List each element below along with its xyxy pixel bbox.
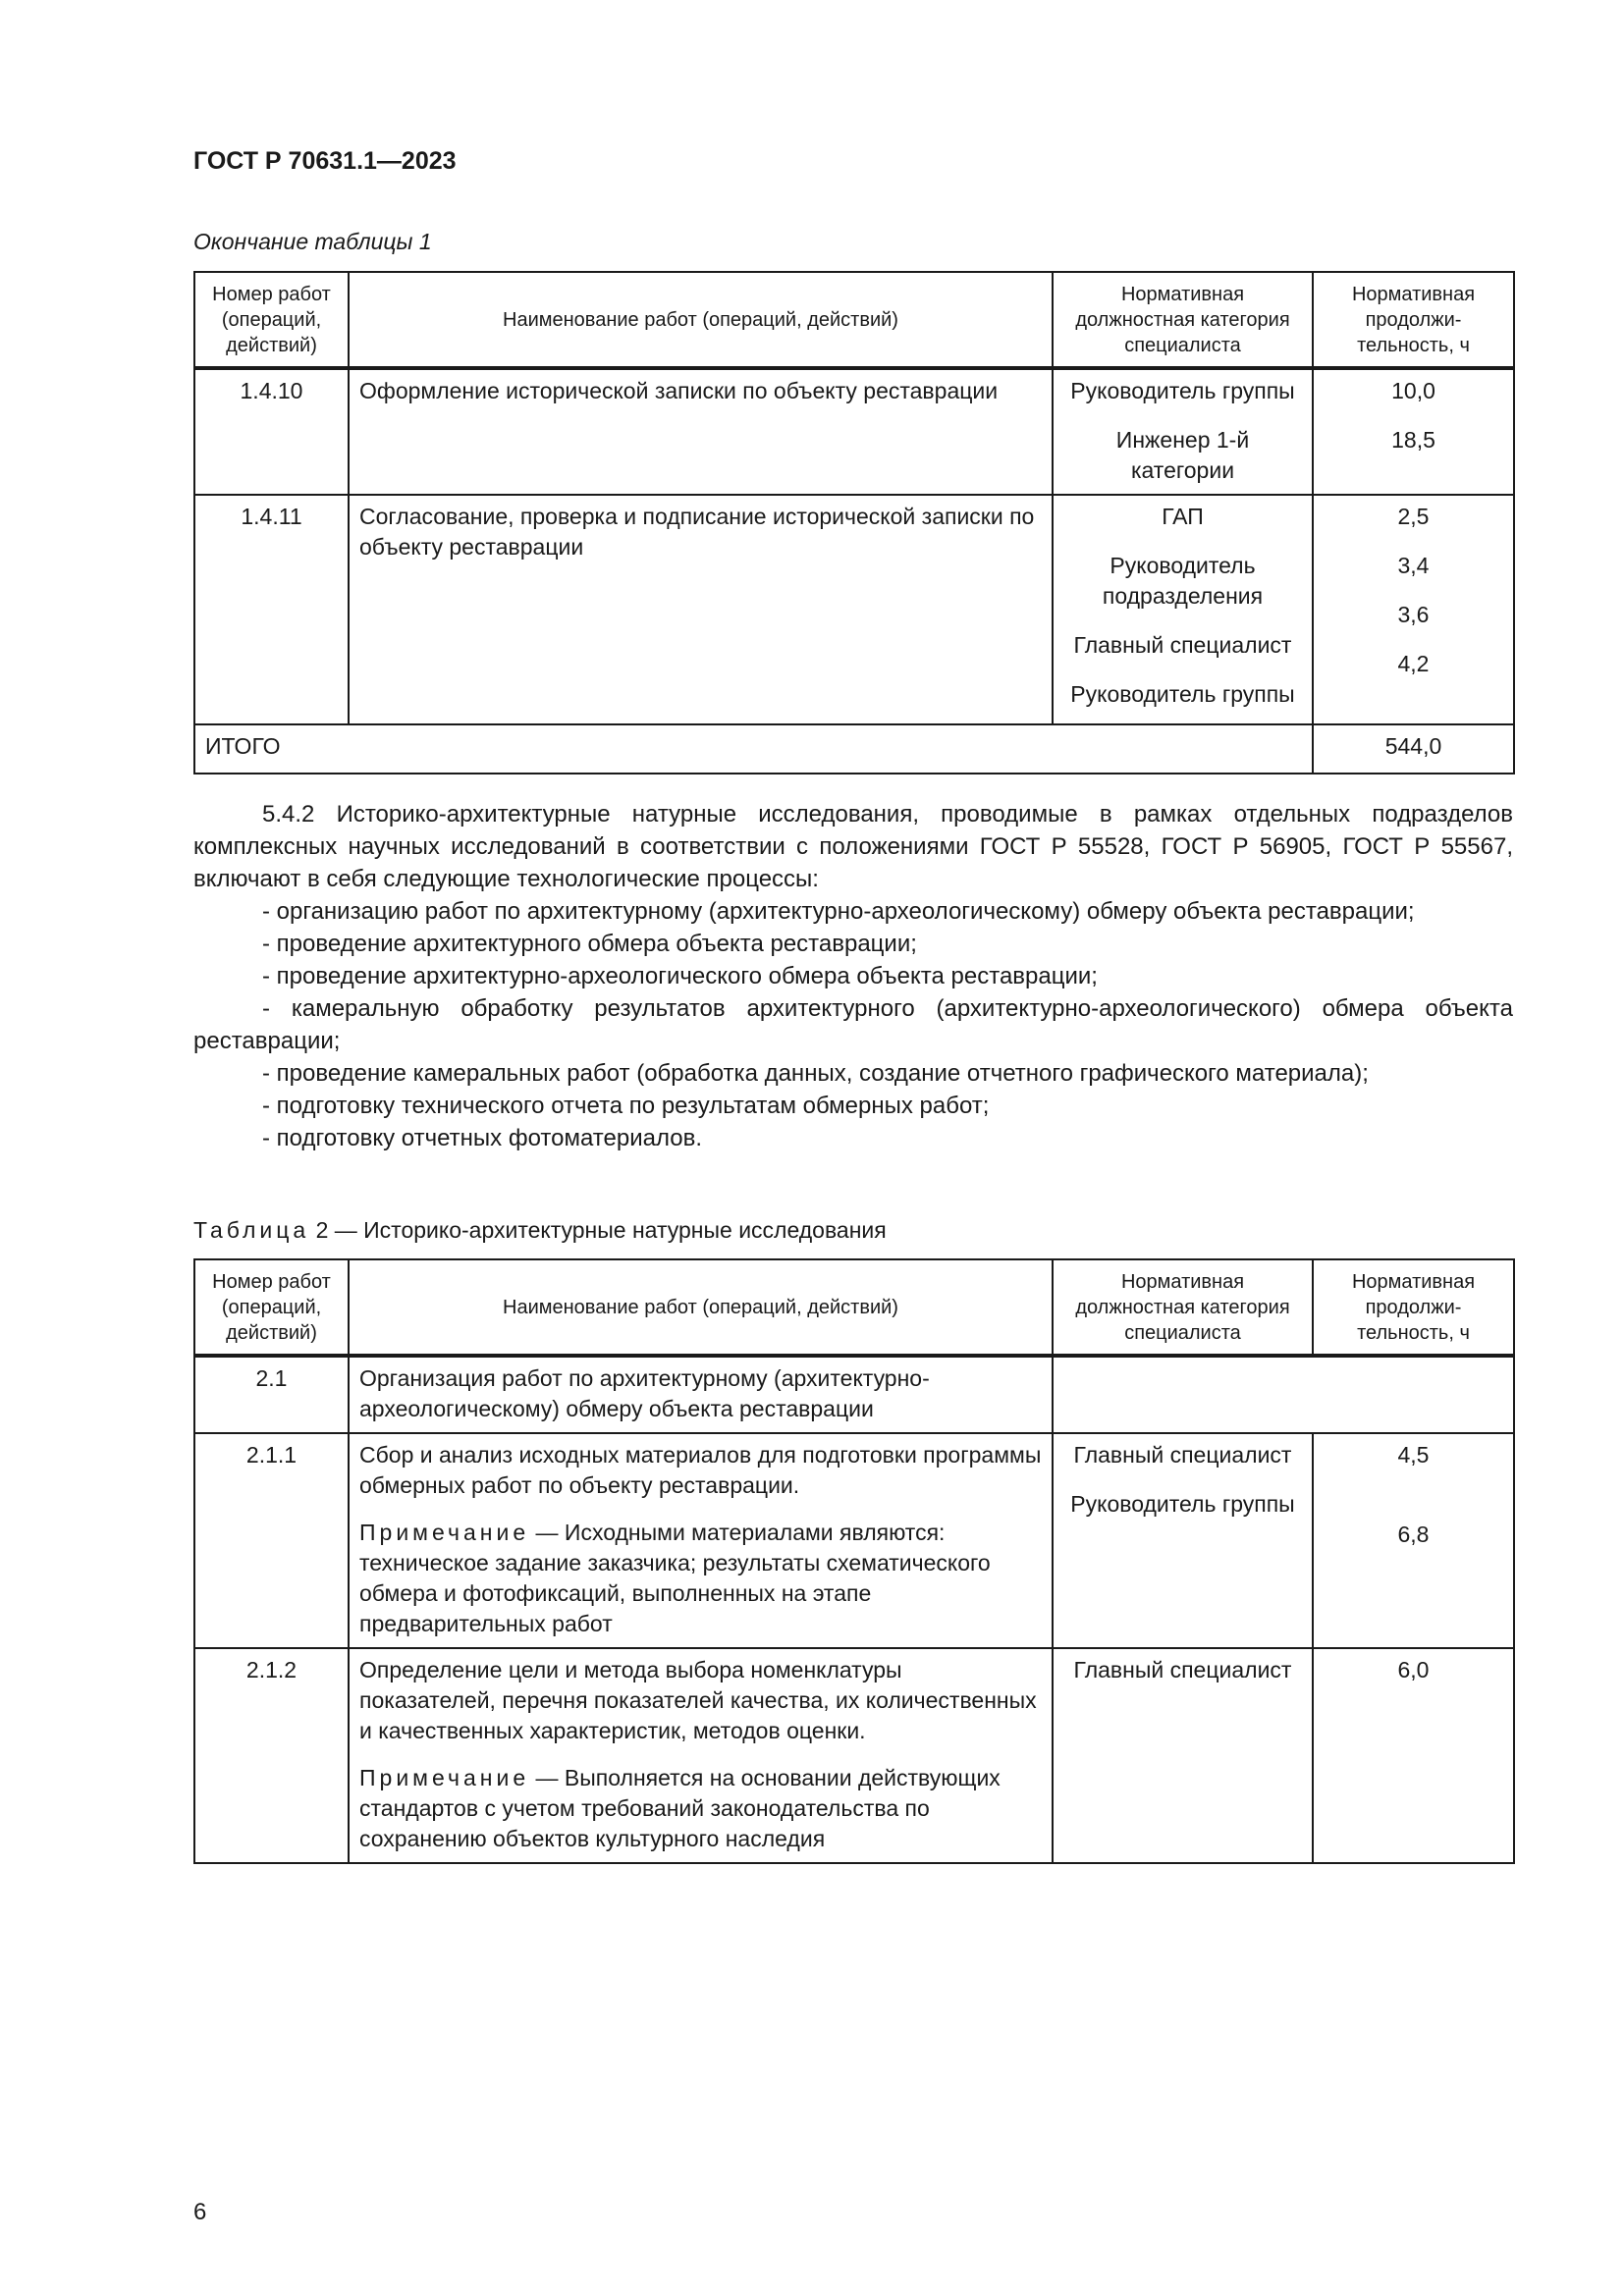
row-note — [359, 1518, 1042, 1639]
duration-entry: 3,4 — [1397, 553, 1430, 578]
category-entry: Инженер 1-й категории — [1115, 427, 1250, 483]
table1-caption: Окончание таблицы 1 — [193, 229, 432, 254]
list-item: - подготовку технического отчета по результатам обмерных работ; — [262, 1093, 990, 1119]
category-entry: ГАП — [1162, 504, 1204, 529]
category-entry: Руководитель группы — [1070, 1491, 1295, 1517]
row-number: 2.1.2 — [194, 1648, 349, 1863]
table1-header-row — [194, 272, 1514, 368]
row-work-name: Согласование, проверка и подписание исторической записки по объекту реставрации — [349, 495, 1053, 724]
category-entry: Главный специалист — [1073, 1657, 1292, 1682]
duration-entry: 4,5 — [1397, 1442, 1430, 1468]
row-duration-cell — [1313, 1433, 1514, 1648]
note-text: — Исходными материалами являются: техническое задание заказчика; результаты схематического обмера и фотофиксаций, выполненных на этапе предварительных работ — [359, 1520, 991, 1636]
row-empty-cell — [1053, 1356, 1514, 1433]
duration-entry: 6,0 — [1397, 1657, 1430, 1682]
duration-entry: 6,8 — [1397, 1522, 1430, 1547]
col-header-num: Номер работ (операций, действий) — [194, 1259, 349, 1356]
category-entry: Главный специалист — [1073, 1442, 1292, 1468]
row-category-cell — [1053, 495, 1313, 724]
col-header-category: Нормативная должностная категория специалиста — [1053, 272, 1313, 368]
row-category-cell — [1053, 1648, 1313, 1863]
list-item: - проведение архитектурного обмера объекта реставрации; — [262, 931, 917, 957]
list-item: - организацию работ по архитектурному (архитектурно-археологическому) обмеру объекта реставрации; — [262, 898, 1415, 925]
row-category-cell — [1053, 368, 1313, 495]
row-duration-cell — [1313, 368, 1514, 495]
col-header-name: Наименование работ (операций, действий) — [349, 272, 1053, 368]
section-5-4-2 — [193, 798, 1513, 1154]
table2-caption — [193, 1217, 887, 1244]
duration-entry: 4,2 — [1397, 651, 1430, 676]
category-entry: Руководитель подразделения — [1102, 553, 1264, 609]
row-work-name: Организация работ по архитектурному (архитектурно-археологическому) обмеру объекта реставрации — [349, 1356, 1053, 1433]
duration-entry: 10,0 — [1391, 378, 1435, 403]
row-number: 2.1.1 — [194, 1433, 349, 1648]
table2-header-row — [194, 1259, 1514, 1356]
col-header-category: Нормативная должностная категория специалиста — [1053, 1259, 1313, 1356]
col-header-name: Наименование работ (операций, действий) — [349, 1259, 1053, 1356]
table2-caption-label: Таблица — [193, 1217, 310, 1243]
row-number: 1.4.11 — [194, 495, 349, 724]
document-code: ГОСТ Р 70631.1—2023 — [193, 147, 457, 175]
table2-caption-title: 2 — Историко-архитектурные натурные исследования — [309, 1217, 887, 1243]
col-header-num: Номер работ (операций, действий) — [194, 272, 349, 368]
category-entry: Руководитель группы — [1070, 378, 1295, 403]
total-label: ИТОГО — [194, 724, 1313, 774]
page-number: 6 — [193, 2199, 207, 2225]
col-header-duration: Нормативная продолжи-тельность, ч — [1313, 272, 1514, 368]
note-text: — Выполняется на основании действующих стандартов с учетом требований законодательства по сохранению объектов культурного наследия — [359, 1765, 1001, 1851]
row-work-name-cell — [349, 1433, 1053, 1648]
list-item: - подготовку отчетных фотоматериалов. — [262, 1125, 702, 1151]
note-label: Примечание — [359, 1520, 530, 1545]
list-item: - проведение камеральных работ (обработка данных, создание отчетного графического материала); — [262, 1060, 1369, 1087]
row-number: 2.1 — [194, 1356, 349, 1433]
row-work-name: Оформление исторической записки по объекту реставрации — [349, 368, 1053, 495]
section-intro: 5.4.2 Историко-архитектурные натурные исследования, проводимые в рамках отдельных подразделов комплексных научных исследований в соответствии с положениями ГОСТ Р 55528, ГОСТ Р 56905, ГОСТ Р 55567, включают в себя следующие технологические процессы: — [193, 801, 1513, 892]
category-entry: Руководитель группы — [1070, 681, 1295, 707]
table-row — [194, 1433, 1514, 1648]
col-header-duration: Нормативная продолжи-тельность, ч — [1313, 1259, 1514, 1356]
row-duration-cell — [1313, 495, 1514, 724]
duration-entry: 3,6 — [1397, 602, 1430, 627]
total-value: 544,0 — [1313, 724, 1514, 774]
row-work-name: Сбор и анализ исходных материалов для подготовки программы обмерных работ по объекту реставрации. — [359, 1442, 1042, 1498]
table1 — [193, 271, 1515, 774]
table-row — [194, 368, 1514, 495]
table-row — [194, 495, 1514, 724]
table-row — [194, 1356, 1514, 1433]
category-entry: Главный специалист — [1073, 632, 1292, 658]
table-row — [194, 1648, 1514, 1863]
total-row — [194, 724, 1514, 774]
table2 — [193, 1258, 1515, 1864]
row-work-name-cell — [349, 1648, 1053, 1863]
note-label: Примечание — [359, 1765, 530, 1790]
duration-entry: 2,5 — [1397, 504, 1430, 529]
row-note — [359, 1763, 1042, 1854]
list-item: - проведение архитектурно-археологического обмера объекта реставрации; — [262, 963, 1098, 989]
list-item: - камеральную обработку результатов архитектурного (архитектурно-археологического) обмера объекта реставрации; — [193, 995, 1513, 1054]
row-number: 1.4.10 — [194, 368, 349, 495]
row-category-cell — [1053, 1433, 1313, 1648]
row-work-name: Определение цели и метода выбора номенклатуры показателей, перечня показателей качества, их количественных и качественных характеристик, методов оценки. — [359, 1657, 1037, 1743]
row-duration-cell — [1313, 1648, 1514, 1863]
duration-entry: 18,5 — [1391, 427, 1435, 453]
